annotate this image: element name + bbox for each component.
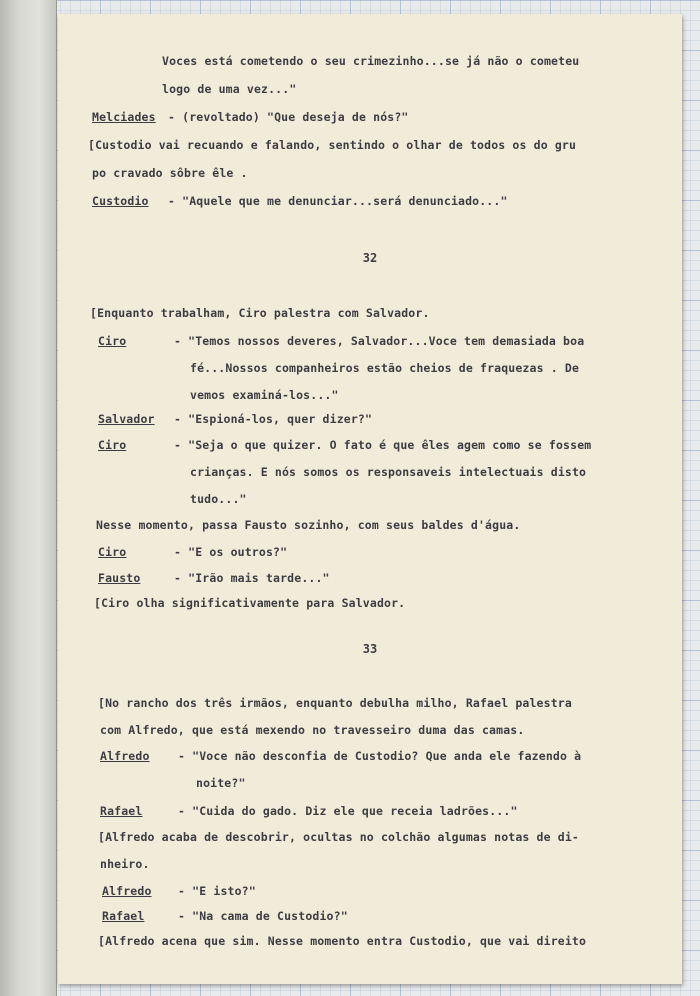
dialogue-line: - "Seja o que quizer. O fato é que êles agem como se fossem <box>174 438 592 452</box>
dialogue-line: - "Cuida do gado. Diz ele que receia ladrões..." <box>178 804 518 818</box>
speaker-name: Custodio <box>92 194 149 208</box>
dialogue-line: - "Voce não desconfia de Custodio? Que anda ele fazendo à <box>178 749 582 763</box>
dialogue-line: - "Irão mais tarde..." <box>174 571 330 585</box>
script-line: Voces está cometendo o seu crimezinho...se já não o cometeu <box>162 54 580 68</box>
stage-direction: [Alfredo acaba de descobrir, ocultas no colchão algumas notas de di- <box>98 830 580 844</box>
dialogue-line: - "E os outros?" <box>174 545 288 559</box>
stage-direction: com Alfredo, que está mexendo no travesseiro duma das camas. <box>100 723 525 737</box>
stage-direction: nheiro. <box>100 857 150 871</box>
speaker-name: Ciro <box>98 334 127 348</box>
dialogue-line: - "Na cama de Custodio?" <box>178 909 348 923</box>
stage-direction: [Enquanto trabalham, Ciro palestra com Salvador. <box>90 306 430 320</box>
speaker-name: Rafael <box>102 909 145 923</box>
dialogue-line: - "Espioná-los, quer dizer?" <box>174 412 373 426</box>
dialogue-line: - "Temos nossos deveres, Salvador...Voce tem demasiada boa <box>174 334 585 348</box>
speaker-name: Melciades <box>92 110 156 124</box>
speaker-name: Rafael <box>100 804 143 818</box>
script-line: logo de uma vez..." <box>162 82 297 96</box>
dialogue-line: tudo..." <box>190 492 247 506</box>
stage-direction: [Ciro olha significativamente para Salvador. <box>94 596 406 610</box>
dialogue-line: - (revoltado) "Que deseja de nós?" <box>168 110 409 124</box>
speaker-name: Alfredo <box>100 749 150 763</box>
dialogue-line: fé...Nossos companheiros estão cheios de fraquezas . De <box>190 361 580 375</box>
dialogue-line: vemos examiná-los..." <box>190 388 339 402</box>
speaker-name: Alfredo <box>102 884 152 898</box>
dialogue-line: noite?" <box>196 776 246 790</box>
stage-direction: [No rancho dos três irmãos, enquanto debulha milho, Rafael palestra <box>98 696 572 710</box>
stage-direction: Nesse momento, passa Fausto sozinho, com seus baldes d'água. <box>96 518 521 532</box>
stage-direction: po cravado sôbre êle . <box>92 166 248 180</box>
script-page <box>58 14 682 984</box>
scene-number: 32 <box>362 251 378 265</box>
stage-direction: [Custodio vai recuando e falando, sentindo o olhar de todos os do gru <box>88 138 577 152</box>
scene-number: 33 <box>362 642 378 656</box>
speaker-name: Fausto <box>98 571 141 585</box>
dialogue-line: - "Aquele que me denunciar...será denunciado..." <box>168 194 508 208</box>
dialogue-line: crianças. E nós somos os responsaveis intelectuais disto <box>190 465 587 479</box>
speaker-name: Ciro <box>98 438 127 452</box>
speaker-name: Salvador <box>98 412 155 426</box>
stage-direction: [Alfredo acena que sim. Nesse momento entra Custodio, que vai direito <box>98 934 587 948</box>
speaker-name: Ciro <box>98 545 127 559</box>
binder-edge <box>0 0 57 996</box>
dialogue-line: - "E isto?" <box>178 884 256 898</box>
